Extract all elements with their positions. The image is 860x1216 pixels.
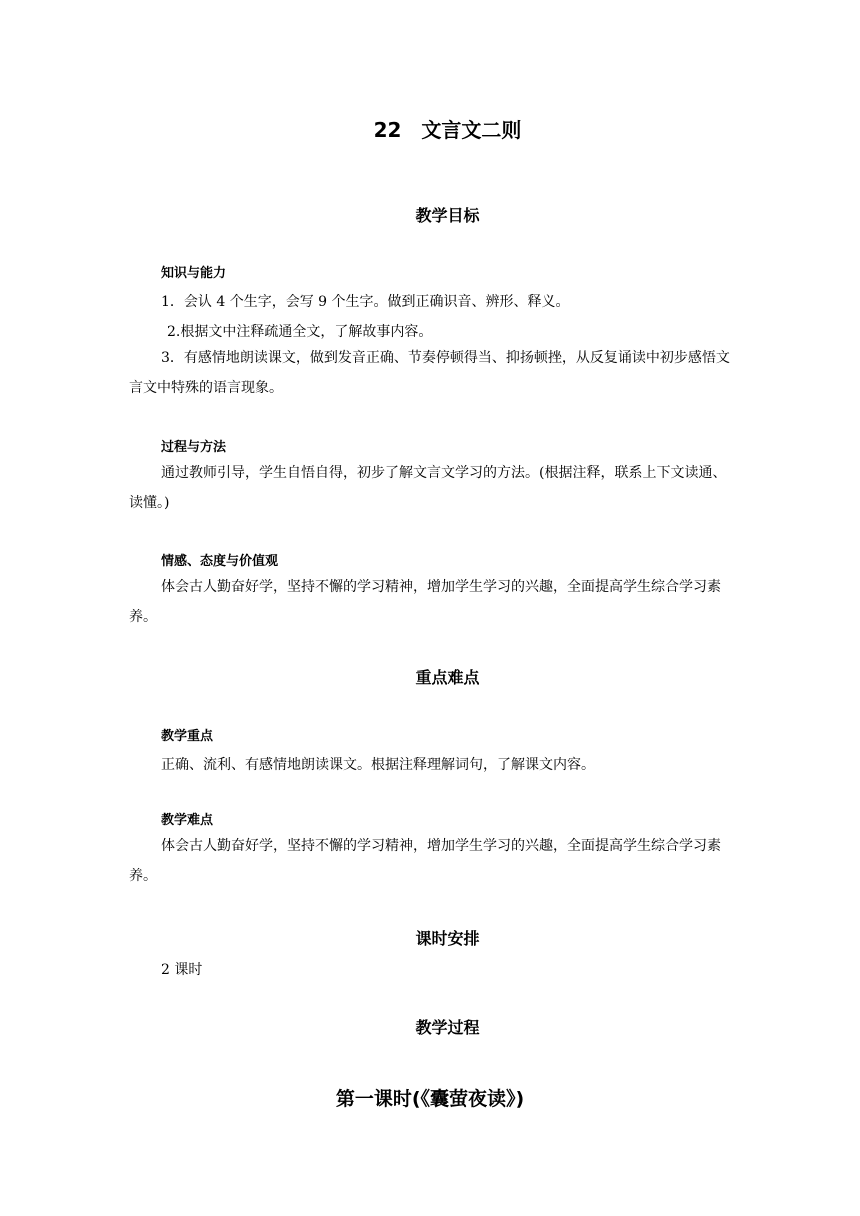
subheading-emotion: 情感、态度与价值观 xyxy=(161,554,279,569)
section-heading-process: 教学过程 xyxy=(415,1018,480,1037)
difficulty-text: 体会古人勤奋好学，坚持不懈的学习精神，增加学生学习的兴趣，全面提高学生综合学习素养。 xyxy=(129,838,721,884)
knowledge-item-1: 1．会认 4 个生字，会写 9 个生字。做到正确识音、辨形、释义。 xyxy=(161,294,570,310)
section-heading-key-points: 重点难点 xyxy=(415,668,480,687)
subheading-knowledge: 知识与能力 xyxy=(161,266,227,281)
focus-text: 正确、流利、有感情地朗读课文。根据注释理解词句，了解课文内容。 xyxy=(161,757,595,773)
emotion-text: 体会古人勤奋好学，坚持不懈的学习精神，增加学生学习的兴趣，全面提高学生综合学习素养。 xyxy=(129,579,721,625)
lesson-title: 第一课时(《囊萤夜读》) xyxy=(335,1088,525,1110)
document-title: 22 文言文二则 xyxy=(373,118,522,142)
process-text: 通过教师引导，学生自悟自得，初步了解文言文学习的方法。(根据注释，联系上下文读通、读懂。) xyxy=(129,465,727,511)
knowledge-item-3: 3．有感情地朗读课文，做到发音正确、节奏停顿得当、抑扬顿挫，从反复诵读中初步感悟文言文中特殊的语言现象。 xyxy=(129,350,730,396)
schedule-text: 2 课时 xyxy=(161,962,203,978)
section-heading-schedule: 课时安排 xyxy=(415,929,480,948)
subheading-focus: 教学重点 xyxy=(161,729,214,744)
knowledge-item-2: 2.根据文中注释疏通全文，了解故事内容。 xyxy=(167,324,433,340)
subheading-process: 过程与方法 xyxy=(161,440,227,455)
subheading-difficulty: 教学难点 xyxy=(161,813,214,828)
section-heading-objectives: 教学目标 xyxy=(415,206,480,225)
